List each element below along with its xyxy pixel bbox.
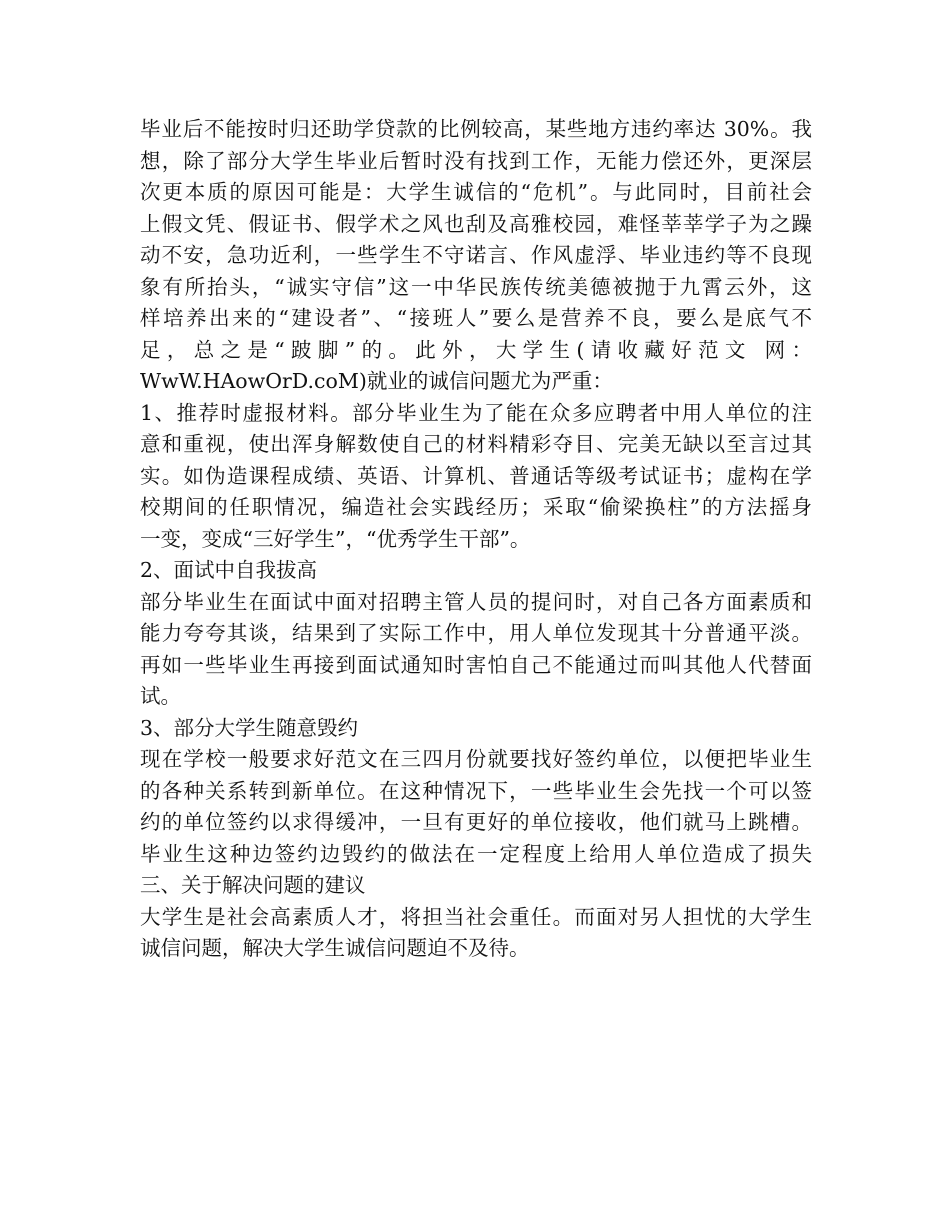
- text-line: 实。如伪造课程成绩、英语、计算机、普通话等级考试证书；虚构在学: [140, 463, 812, 488]
- text-line: 象有所抬头，“诚实守信”这一中华民族传统美德被抛于九霄云外，这: [140, 274, 812, 299]
- text-line: 一变，变成“三好学生”，“优秀学生干部”。: [140, 526, 531, 551]
- text-line: 1、推荐时虚报材料。部分毕业生为了能在众多应聘者中用人单位的注: [140, 400, 812, 425]
- text-line: 毕业后不能按时归还助学贷款的比例较高，某些地方违约率达 30%。我: [140, 117, 812, 141]
- text-line: 约的单位签约以求得缓冲，一旦有更好的单位接收，他们就马上跳槽。: [140, 810, 812, 834]
- text-line: 现在学校一般要求好范文在三四月份就要找好签约单位，以便把毕业生: [140, 747, 812, 771]
- text-line: 校期间的任职情况，编造社会实践经历；采取“偷梁换柱”的方法摇身: [140, 495, 812, 519]
- text-line: 想，除了部分大学生毕业后暂时没有找到工作，无能力偿还外，更深层: [140, 148, 812, 173]
- text-line: 动不安，急功近利，一些学生不守诺言、作风虚浮、毕业违约等不良现: [140, 243, 812, 267]
- text-line: 部分毕业生在面试中面对招聘主管人员的提问时，对自己各方面素质和: [140, 589, 812, 614]
- text-line: 大学生是社会高素质人才，将担当社会重任。而面对另人担忧的大学生: [140, 904, 812, 929]
- text-line: 的各种关系转到新单位。在这种情况下，一些毕业生会先找一个可以签: [140, 778, 812, 803]
- text-line: 诚信问题，解决大学生诚信问题迫不及待。: [140, 936, 530, 960]
- text-line: 能力夸夸其谈，结果到了实际工作中，用人单位发现其十分普通平淡。: [140, 621, 812, 645]
- text-line: 次更本质的原因可能是：大学生诚信的“危机”。与此同时，目前社会: [140, 180, 812, 204]
- text-line: 试。: [140, 684, 181, 708]
- text-line: 再如一些毕业生再接到面试通知时害怕自己不能通过而叫其他人代替面: [140, 652, 812, 677]
- text-line: 足，总之是“跛脚”的。此外，大学生(请收藏好范文 网：: [140, 337, 812, 362]
- text-line: 意和重视，使出浑身解数使自己的材料精彩夺目、完美无缺以至言过其: [140, 432, 812, 456]
- text-line: 上假文凭、假证书、假学术之风也刮及高雅校园，难怪莘莘学子为之躁: [140, 211, 812, 236]
- section-heading: 2、面试中自我拔高: [140, 558, 318, 582]
- document-body: [140, 114, 812, 965]
- text-line: 毕业生这种边签约边毁约的做法在一定程度上给用人单位造成了损失: [140, 841, 812, 866]
- text-line: 样培养出来的“建设者”、“接班人”要么是营养不良，要么是底气不: [140, 306, 812, 330]
- section-heading: 三、关于解决问题的建议: [140, 873, 366, 897]
- text-line: WwW.HAowOrD.coM)就业的诚信问题尤为严重：: [140, 369, 613, 393]
- section-heading: 3、部分大学生随意毁约: [140, 715, 359, 740]
